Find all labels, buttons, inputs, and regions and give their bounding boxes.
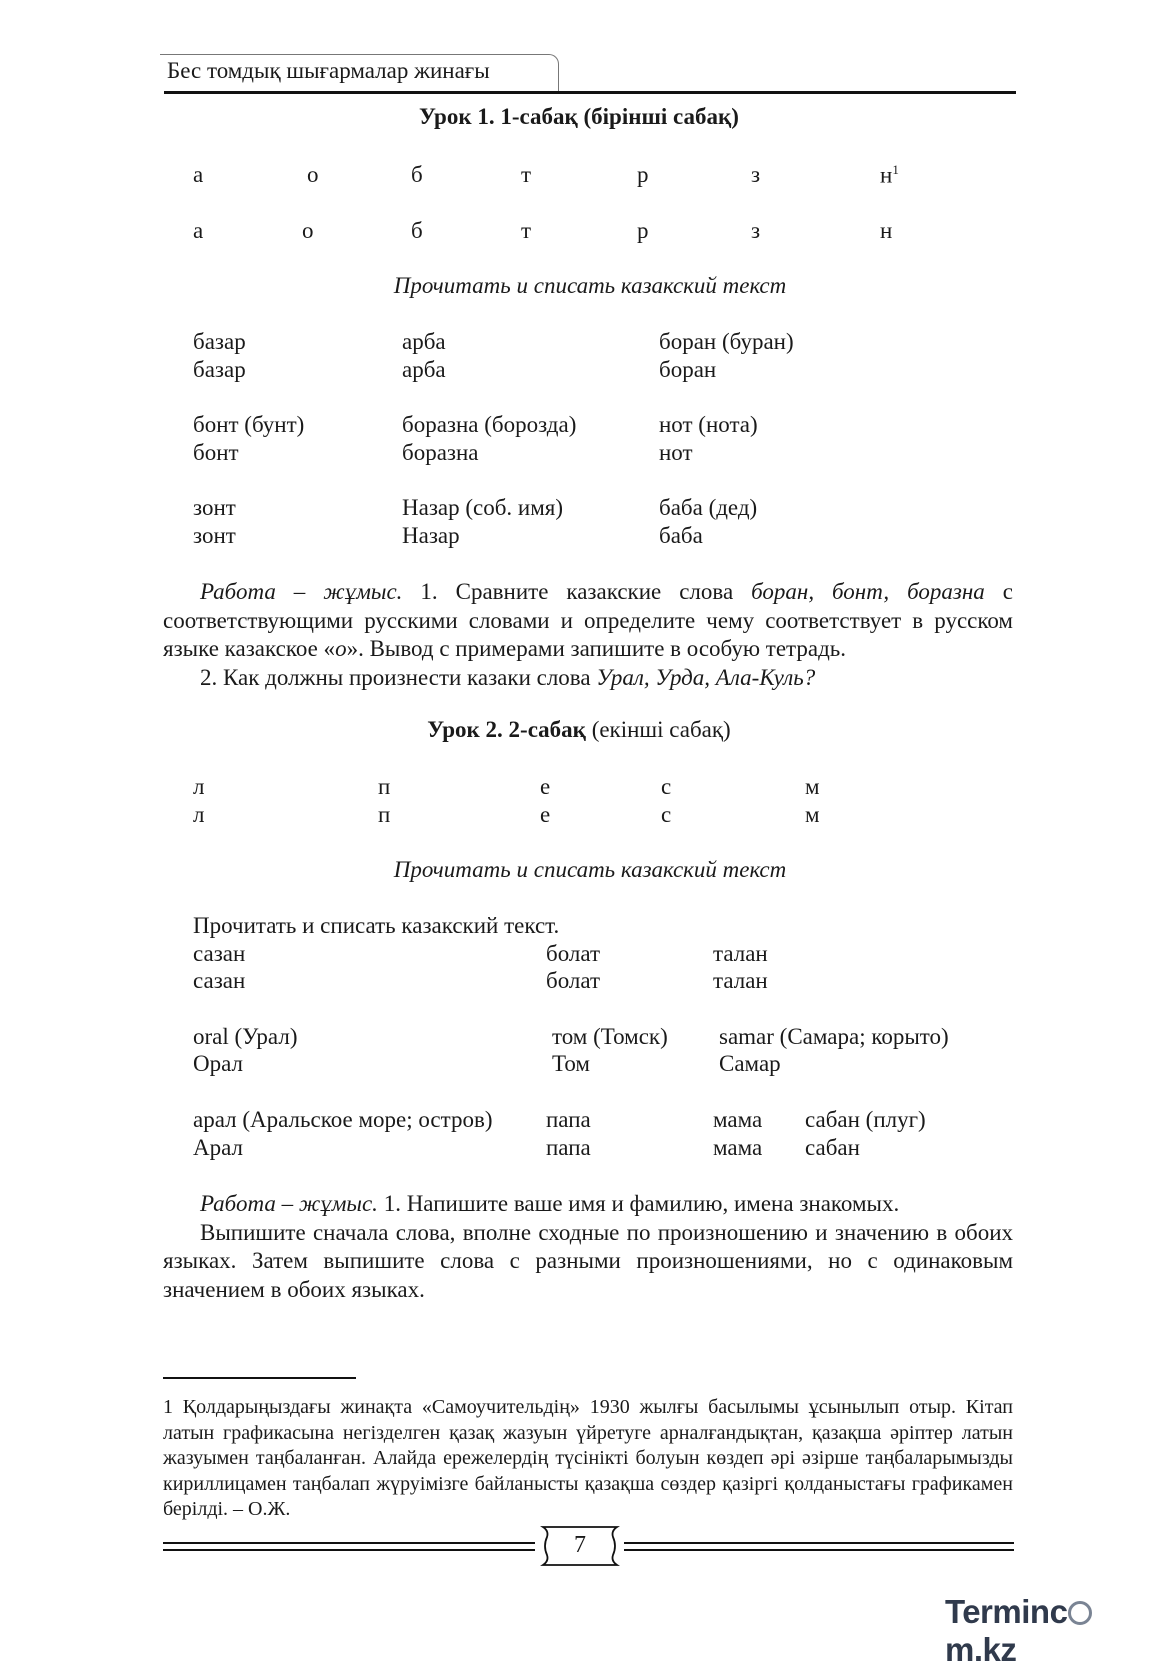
letter: з <box>751 218 761 243</box>
letter: а <box>193 162 204 187</box>
word: арба <box>402 357 446 382</box>
header-rule <box>164 91 1016 94</box>
footer-rule <box>163 1549 535 1551</box>
word: samar (Самара; корыто) <box>719 1024 949 1049</box>
footer-rule <box>624 1542 1014 1544</box>
magnifier-icon <box>1068 1601 1092 1625</box>
word: сазан <box>193 968 246 993</box>
footnote-text: 1 Қолдарыңыздағы жинақта «Самоучительдің» 1930 жылғы басылымы ұсынылып отыр. Кітап латын графикасына негізделген қазақ жазуын үйретуге арналғандықтан, қазақша әріптер латын жазуымен таңбаланған. Алайда ережелердің түсінікті болуын көздеп әрі әзірше таңбаларымызды кириллицамен таңбалап жүруімізге байланысты қазақша сөздер қазіргі қолданыстағы графикамен берілді. – О.Ж. <box>163 1396 1013 1520</box>
footnote-mark: 1 <box>892 162 899 177</box>
page-number: 7 <box>574 1532 586 1558</box>
letter: е <box>540 802 551 827</box>
letter: т <box>521 218 532 243</box>
word: папа <box>546 1135 591 1160</box>
word: сабан <box>805 1135 860 1160</box>
footer-rule <box>624 1549 1014 1551</box>
footnote-separator <box>163 1377 356 1379</box>
letter-n: н <box>880 162 893 188</box>
word: талан <box>713 941 768 966</box>
task-text: ». Вывод с примерами запишите в особую тетрадь. <box>346 636 847 661</box>
watermark-text: Terminc <box>945 1593 1068 1630</box>
word: болат <box>546 941 601 966</box>
word: баба <box>659 523 703 548</box>
letter: с <box>661 802 672 827</box>
task-paragraph-2: Выпишите сначала слова, вполне сходные по произношению и значению в обоих языках. Затем выпишите слова с разными произношениями, но с одинаковым значением в обоих языках. <box>163 1219 1013 1302</box>
word: боран (буран) <box>659 329 794 354</box>
task-letter: о <box>335 636 347 661</box>
letter: н <box>880 218 893 243</box>
lesson2-task <box>163 1190 1013 1304</box>
letter: п <box>378 774 391 799</box>
letter: п <box>378 802 391 827</box>
footnote <box>163 1395 1013 1523</box>
word: Назар (соб. имя) <box>402 495 564 520</box>
lesson1-task <box>163 578 1013 692</box>
word: зонт <box>193 523 236 548</box>
letter: м <box>805 802 820 827</box>
word: нот (нота) <box>659 412 758 437</box>
letter: о <box>307 162 319 187</box>
lesson2-title-bold: Урок 2. 2-сабақ <box>427 717 586 742</box>
task-paragraph-1 <box>163 1190 1013 1219</box>
task2-paragraph <box>163 664 1013 693</box>
word: боразна <box>402 440 479 465</box>
word: базар <box>193 357 246 382</box>
letter: о <box>302 218 314 243</box>
letter: л <box>193 802 205 827</box>
word: боран <box>659 357 717 382</box>
task-text: 1. Сравните казакские слова <box>402 579 752 604</box>
word: Том <box>552 1051 590 1076</box>
word: Арал <box>193 1135 243 1160</box>
lesson2-title-normal: (екінші сабақ) <box>585 717 731 742</box>
letter: т <box>521 162 532 187</box>
word: базар <box>193 329 246 354</box>
word: баба (дед) <box>659 495 758 520</box>
word: Самар <box>719 1051 781 1076</box>
word: арба <box>402 329 446 354</box>
task-text: 1. Напишите ваше имя и фамилию, имена знакомых. <box>377 1191 900 1216</box>
task1-paragraph <box>163 578 1013 664</box>
task-words: боран, бонт, боразна <box>751 579 985 604</box>
running-title: Бес томдық шығармалар жинағы <box>167 58 490 83</box>
word: боразна (борозда) <box>402 412 577 437</box>
word: oral (Урал) <box>193 1024 298 1049</box>
letter: р <box>637 218 649 243</box>
watermark-text: m.kz <box>945 1631 1017 1668</box>
intro-line: Прочитать и списать казакский текст. <box>193 913 560 938</box>
letter: б <box>411 218 423 243</box>
letter: л <box>193 774 205 799</box>
word: Орал <box>193 1051 243 1076</box>
word: нот <box>659 440 693 465</box>
word: сабан (плуг) <box>805 1107 926 1132</box>
lesson1-title: Урок 1. 1-сабақ (бірінші сабақ) <box>419 104 739 129</box>
letter <box>880 162 899 189</box>
word: папа <box>546 1107 591 1132</box>
task-label: Работа – жұмыс. <box>200 579 403 604</box>
lesson2-subtitle: Прочитать и списать казакский текст <box>393 857 787 882</box>
watermark-logo <box>945 1593 1158 1669</box>
word: сазан <box>193 941 246 966</box>
letter: з <box>751 162 761 187</box>
task-label: Работа – жұмыс. <box>200 1191 378 1216</box>
lesson1-subtitle: Прочитать и списать казакский текст <box>393 273 787 298</box>
word: талан <box>713 968 768 993</box>
task-words: Урал, Урда, Ала-Куль? <box>596 664 816 690</box>
word: арал (Аральское море; остров) <box>193 1107 493 1132</box>
word: Назар <box>402 523 460 548</box>
task-text: с соответствующими русскими словами и определите чему соответствует в русском языке казакское « <box>163 579 1013 661</box>
lesson2-title <box>0 717 1158 743</box>
letter: е <box>540 774 551 799</box>
letter: с <box>661 774 672 799</box>
word: мама <box>713 1135 763 1160</box>
word: бонт (бунт) <box>193 412 305 437</box>
letter: р <box>637 162 649 187</box>
word: том (Томск) <box>552 1024 668 1049</box>
letter: м <box>805 774 820 799</box>
word: мама <box>713 1107 763 1132</box>
footer-rule <box>163 1542 535 1544</box>
task-text: 2. Как должны произнести казаки слова <box>200 664 597 690</box>
word: болат <box>546 968 601 993</box>
word: бонт <box>193 440 239 465</box>
word: зонт <box>193 495 236 520</box>
letter: а <box>193 218 204 243</box>
letter: б <box>411 162 423 187</box>
